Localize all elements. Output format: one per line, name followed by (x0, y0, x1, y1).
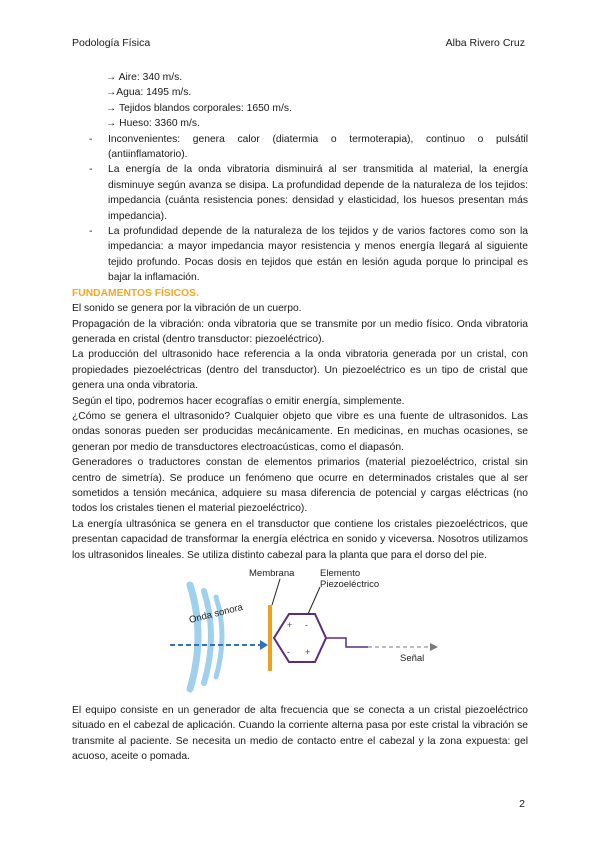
signal-arrow-head (430, 643, 438, 651)
bullet-marker: - (89, 164, 93, 176)
velocity-item: → Tejidos blandos corporales: 1650 m/s. (106, 102, 292, 114)
velocity-item: → Aire: 340 m/s. (106, 72, 183, 83)
membrane-label: Membrana (249, 568, 295, 579)
velocity-list (106, 70, 528, 132)
list-item-text: Inconvenientes: genera calor (diatermia o termoterapia), continuo o pulsátil (antiinflamatorio). (108, 133, 528, 161)
list-item (72, 132, 528, 163)
element-label-line2: Piezoeléctrico (320, 579, 380, 590)
list-item-text: La energía de la onda vibratoria disminuirá al ser transmitida al material, la energía disminuye según avanza se disipa. La profundidad depende de la naturaleza de los tejidos: impedancia (cuánta resistencia pones: densidad y elasticidad, los huesos presentan más impedancia). (108, 164, 528, 222)
velocity-item: →Agua: 1495 m/s. (106, 87, 192, 99)
charge-sign: - (305, 620, 308, 630)
list-item (72, 162, 528, 224)
paragraph: ¿Cómo se genera el ultrasonido? Cualquier objeto que vibre es una fuente de ultrasonidos. Las ondas sonoras pueden ser producidas mecánicamente. En medicinas, en muchas ocasiones, se generan por medio de transductores electroacústicas, como el diapasón. (72, 410, 528, 453)
paragraph: Propagación de la vibración: onda vibratoria que se transmite por un medio físico. Onda vibratoria generada en cristal (dentro transductor: piezoeléctrico). (72, 318, 528, 345)
paragraph: Según el tipo, podremos hacer ecografías o emitir energía, simplemente. (72, 395, 405, 407)
sound-wave-arc (190, 585, 198, 689)
bullet-marker: - (89, 226, 93, 238)
bullet-marker: - (89, 133, 93, 145)
transducer-diagram (168, 565, 458, 695)
page-number: 2 (519, 798, 525, 810)
bullet-list (72, 132, 528, 286)
velocity-item: → Hueso: 3360 m/s. (106, 118, 200, 130)
membrane-pointer (272, 579, 280, 605)
header-author: Alba Rivero Cruz (445, 37, 525, 49)
transducer-figure (168, 565, 458, 695)
paragraph: La producción del ultrasonido hace referencia a la onda vibratoria generada por un cristal, con propiedades piezoeléctricas (dentro del transductor). Un piezoeléctrico es un tipo de cristal que genera una onda vibratoria. (72, 349, 528, 392)
arrow-head (260, 640, 268, 650)
sound-wave-label: Onda sonora (188, 601, 245, 626)
element-label-line1: Elemento (320, 568, 361, 579)
element-pointer (308, 587, 320, 614)
piezo-crystal (274, 614, 326, 662)
section-title: FUNDAMENTOS FÍSICOS. (72, 287, 199, 299)
paragraph: El sonido se genera por la vibración de un cuerpo. (72, 303, 302, 315)
charge-sign: + (287, 620, 293, 630)
closing-paragraph: El equipo consiste en un generador de alta frecuencia que se conecta a un cristal piezoeléctrico situado en el cabezal de aplicación. Cuando la corriente alterna pasa por este cristal la vibración se transmite al paciente. Se necesita un medio de contacto entre el cabezal y la zona expuesta: gel acuoso, aceite o pomada. (72, 705, 528, 763)
header-title: Podología Física (72, 37, 151, 49)
page-content (72, 70, 528, 765)
list-item-text: La profundidad depende de la naturaleza de los tejidos y de varios factores como son la impedancia: a mayor impedancia mayor resistencia y menos energía llegará al siguiente tejido profundo. Pocas dosis en tejidos que están en lesión aguda porque lo principal es bajar la inflamación. (108, 226, 528, 284)
membrane (268, 605, 272, 671)
sound-wave-arc (204, 591, 211, 683)
signal-line (326, 638, 368, 647)
charge-sign: - (287, 647, 290, 657)
paragraph: Generadores o traductores constan de elementos primarios (material piezoeléctrico, cristal sin centro de simetría). Se produce un fenómeno que ocurre en determinados cristales que al ser sometidos a tensión mecánica, adquiere su masa diferencia de potencial y cargas eléctricas (no todos los cristales tienen el material piezoeléctrico). (72, 457, 528, 515)
signal-label: Señal (400, 653, 425, 664)
paragraph: La energía ultrasónica se genera en el transductor que contiene los cristales piezoeléctricos, que presentan capacidad de transformar la energía eléctrica en sonido y viceversa. Nosotros utilizamos los ultrasonidos lineales. Se utiliza distinto cabezal para la planta que para el dorso del pie. (72, 518, 528, 561)
list-item (72, 224, 528, 286)
charge-sign: + (305, 647, 311, 657)
